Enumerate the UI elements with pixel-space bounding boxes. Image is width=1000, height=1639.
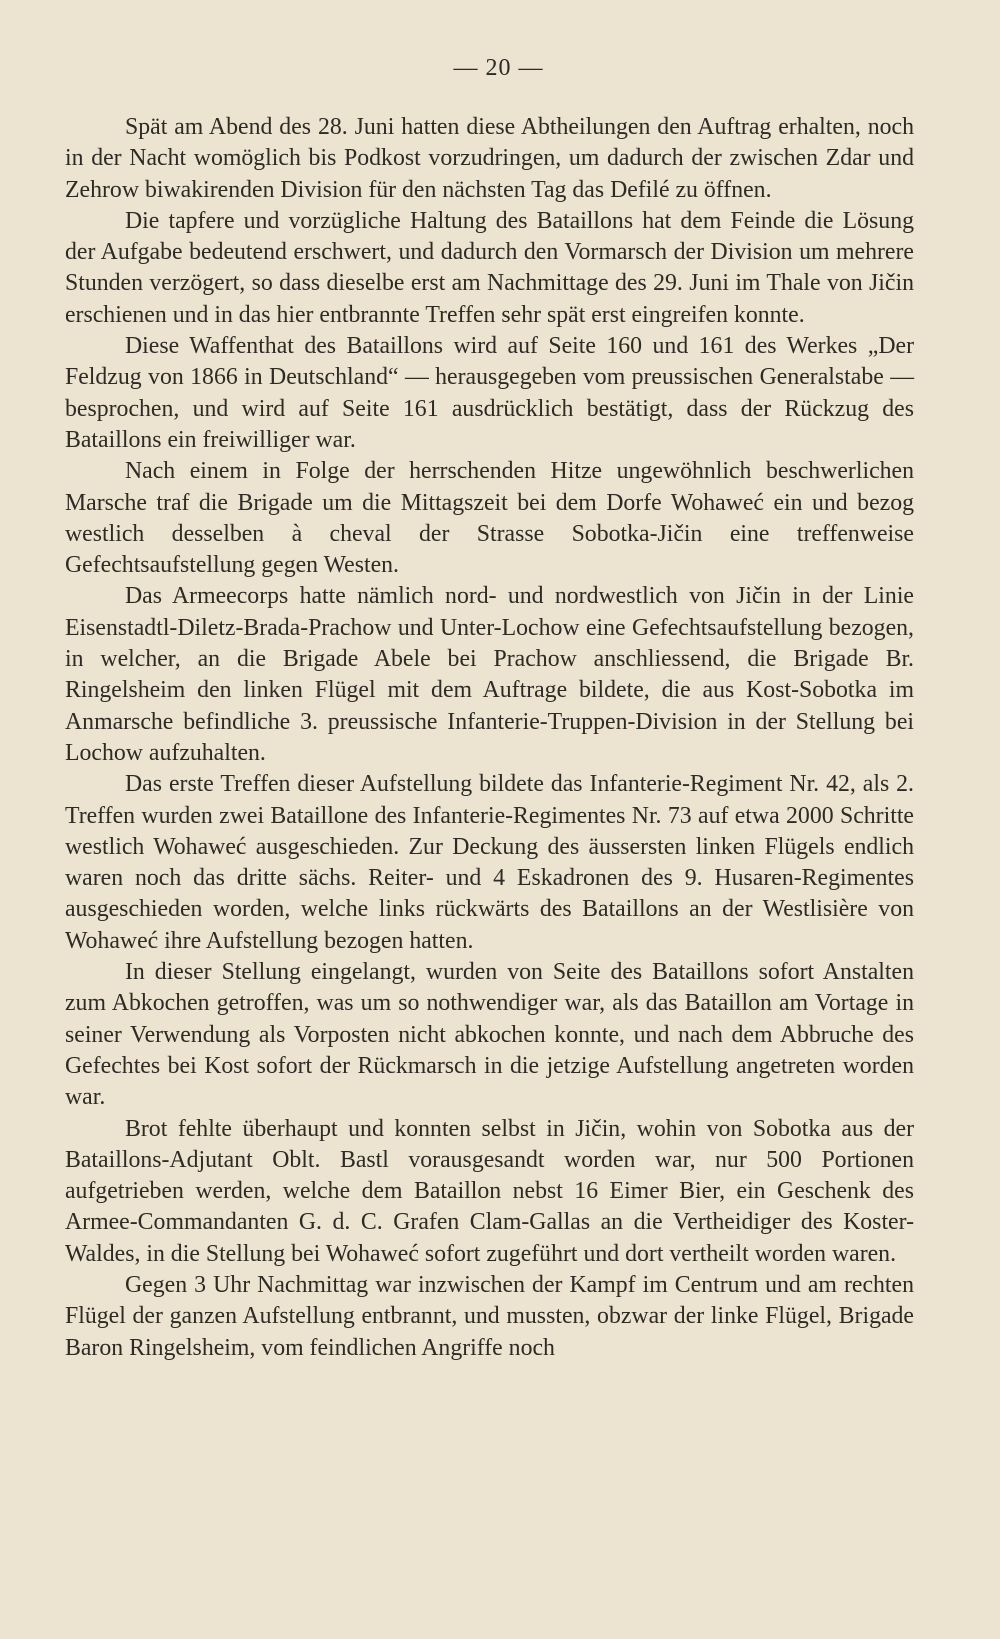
paragraph: Nach einem in Folge der herrschenden Hitze ungewöhnlich beschwerlichen Marsche traf die Brigade um die Mittagszeit bei dem Dorfe Wohaweć ein und bezog westlich desselben à cheval der Strasse Sobotka-Jičin eine treffenweise Gefechtsaufstellung gegen Westen.	[65, 458, 914, 579]
page-number: — 20 —	[453, 55, 544, 81]
paragraph: Die tapfere und vorzügliche Haltung des Bataillons hat dem Feinde die Lösung der Aufgabe bedeutend erschwert, und dadurch den Vormarsch der Division um mehrere Stunden verzögert, so dass dieselbe erst am Nachmittage des 29. Juni im Thale von Jičin erschienen und in das hier entbrannte Treffen sehr spät erst eingreifen konnte.	[65, 207, 914, 328]
paragraph: Brot fehlte überhaupt und konnten selbst in Jičin, wohin von Sobotka aus der Bataillons-Adjutant Oblt. Bastl vorausgesandt worden war, nur 500 Portionen aufgetrieben werden, welche dem Bataillon nebst 16 Eimer Bier, ein Geschenk des Armee-Commandanten G. d. C. Grafen Clam-Gallas an die Vertheidiger des Koster-Waldes, in die Stellung bei Wohaweć sofort zugeführt und dort vertheilt worden waren.	[65, 1115, 914, 1267]
paragraph: Das erste Treffen dieser Aufstellung bildete das Infanterie-Regiment Nr. 42, als 2. Treffen wurden zwei Bataillone des Infanterie-Regimentes Nr. 73 auf etwa 2000 Schritte westlich Wohaweć ausgeschieden. Zur Deckung des äussersten linken Flügels endlich waren noch das dritte sächs. Reiter- und 4 Eskadronen des 9. Husaren-Regimentes ausgeschieden worden, welche links rückwärts des Bataillons an der Westlisière von Wohaweć ihre Aufstellung bezogen hatten.	[65, 771, 914, 954]
paragraph: In dieser Stellung eingelangt, wurden von Seite des Bataillons sofort Anstalten zum Abkochen getroffen, was um so nothwendiger war, als das Bataillon am Vortage in seiner Verwendung als Vorposten nicht abkochen konnte, und nach dem Abbruche des Gefechtes bei Kost sofort der Rückmarsch in die jetzige Aufstellung angetreten worden war.	[65, 959, 914, 1111]
paragraph: Das Armeecorps hatte nämlich nord- und nordwestlich von Jičin in der Linie Eisenstadtl-Diletz-Brada-Prachow und Unter-Lochow eine Gefechtsaufstellung bezogen, in welcher, an die Brigade Abele bei Prachow anschliessend, die Brigade Br. Ringelsheim den linken Flügel mit dem Auftrage bildete, die aus Kost-Sobotka im Anmarsche befindliche 3. preussische Infanterie-Truppen-Division in der Stellung bei Lochow aufzuhalten.	[65, 583, 914, 766]
paragraph: Spät am Abend des 28. Juni hatten diese Abtheilungen den Auftrag erhalten, noch in der Nacht womöglich bis Podkost vorzudringen, um dadurch der zwischen Zdar und Zehrow biwakirenden Division für den nächsten Tag das Defilé zu öffnen.	[65, 114, 914, 203]
body-text	[65, 112, 914, 1364]
paragraph: Diese Waffenthat des Bataillons wird auf Seite 160 und 161 des Werkes „Der Feldzug von 1866 in Deutschland“ — herausgegeben vom preussischen Generalstabe — besprochen, und wird auf Seite 161 ausdrücklich bestätigt, dass der Rückzug des Bataillons ein freiwilliger war.	[65, 333, 914, 453]
paragraph: Gegen 3 Uhr Nachmittag war inzwischen der Kampf im Centrum und am rechten Flügel der ganzen Aufstellung entbrannt, und mussten, obzwar der linke Flügel, Brigade Baron Ringelsheim, vom feindlichen Angriffe noch	[65, 1271, 914, 1361]
